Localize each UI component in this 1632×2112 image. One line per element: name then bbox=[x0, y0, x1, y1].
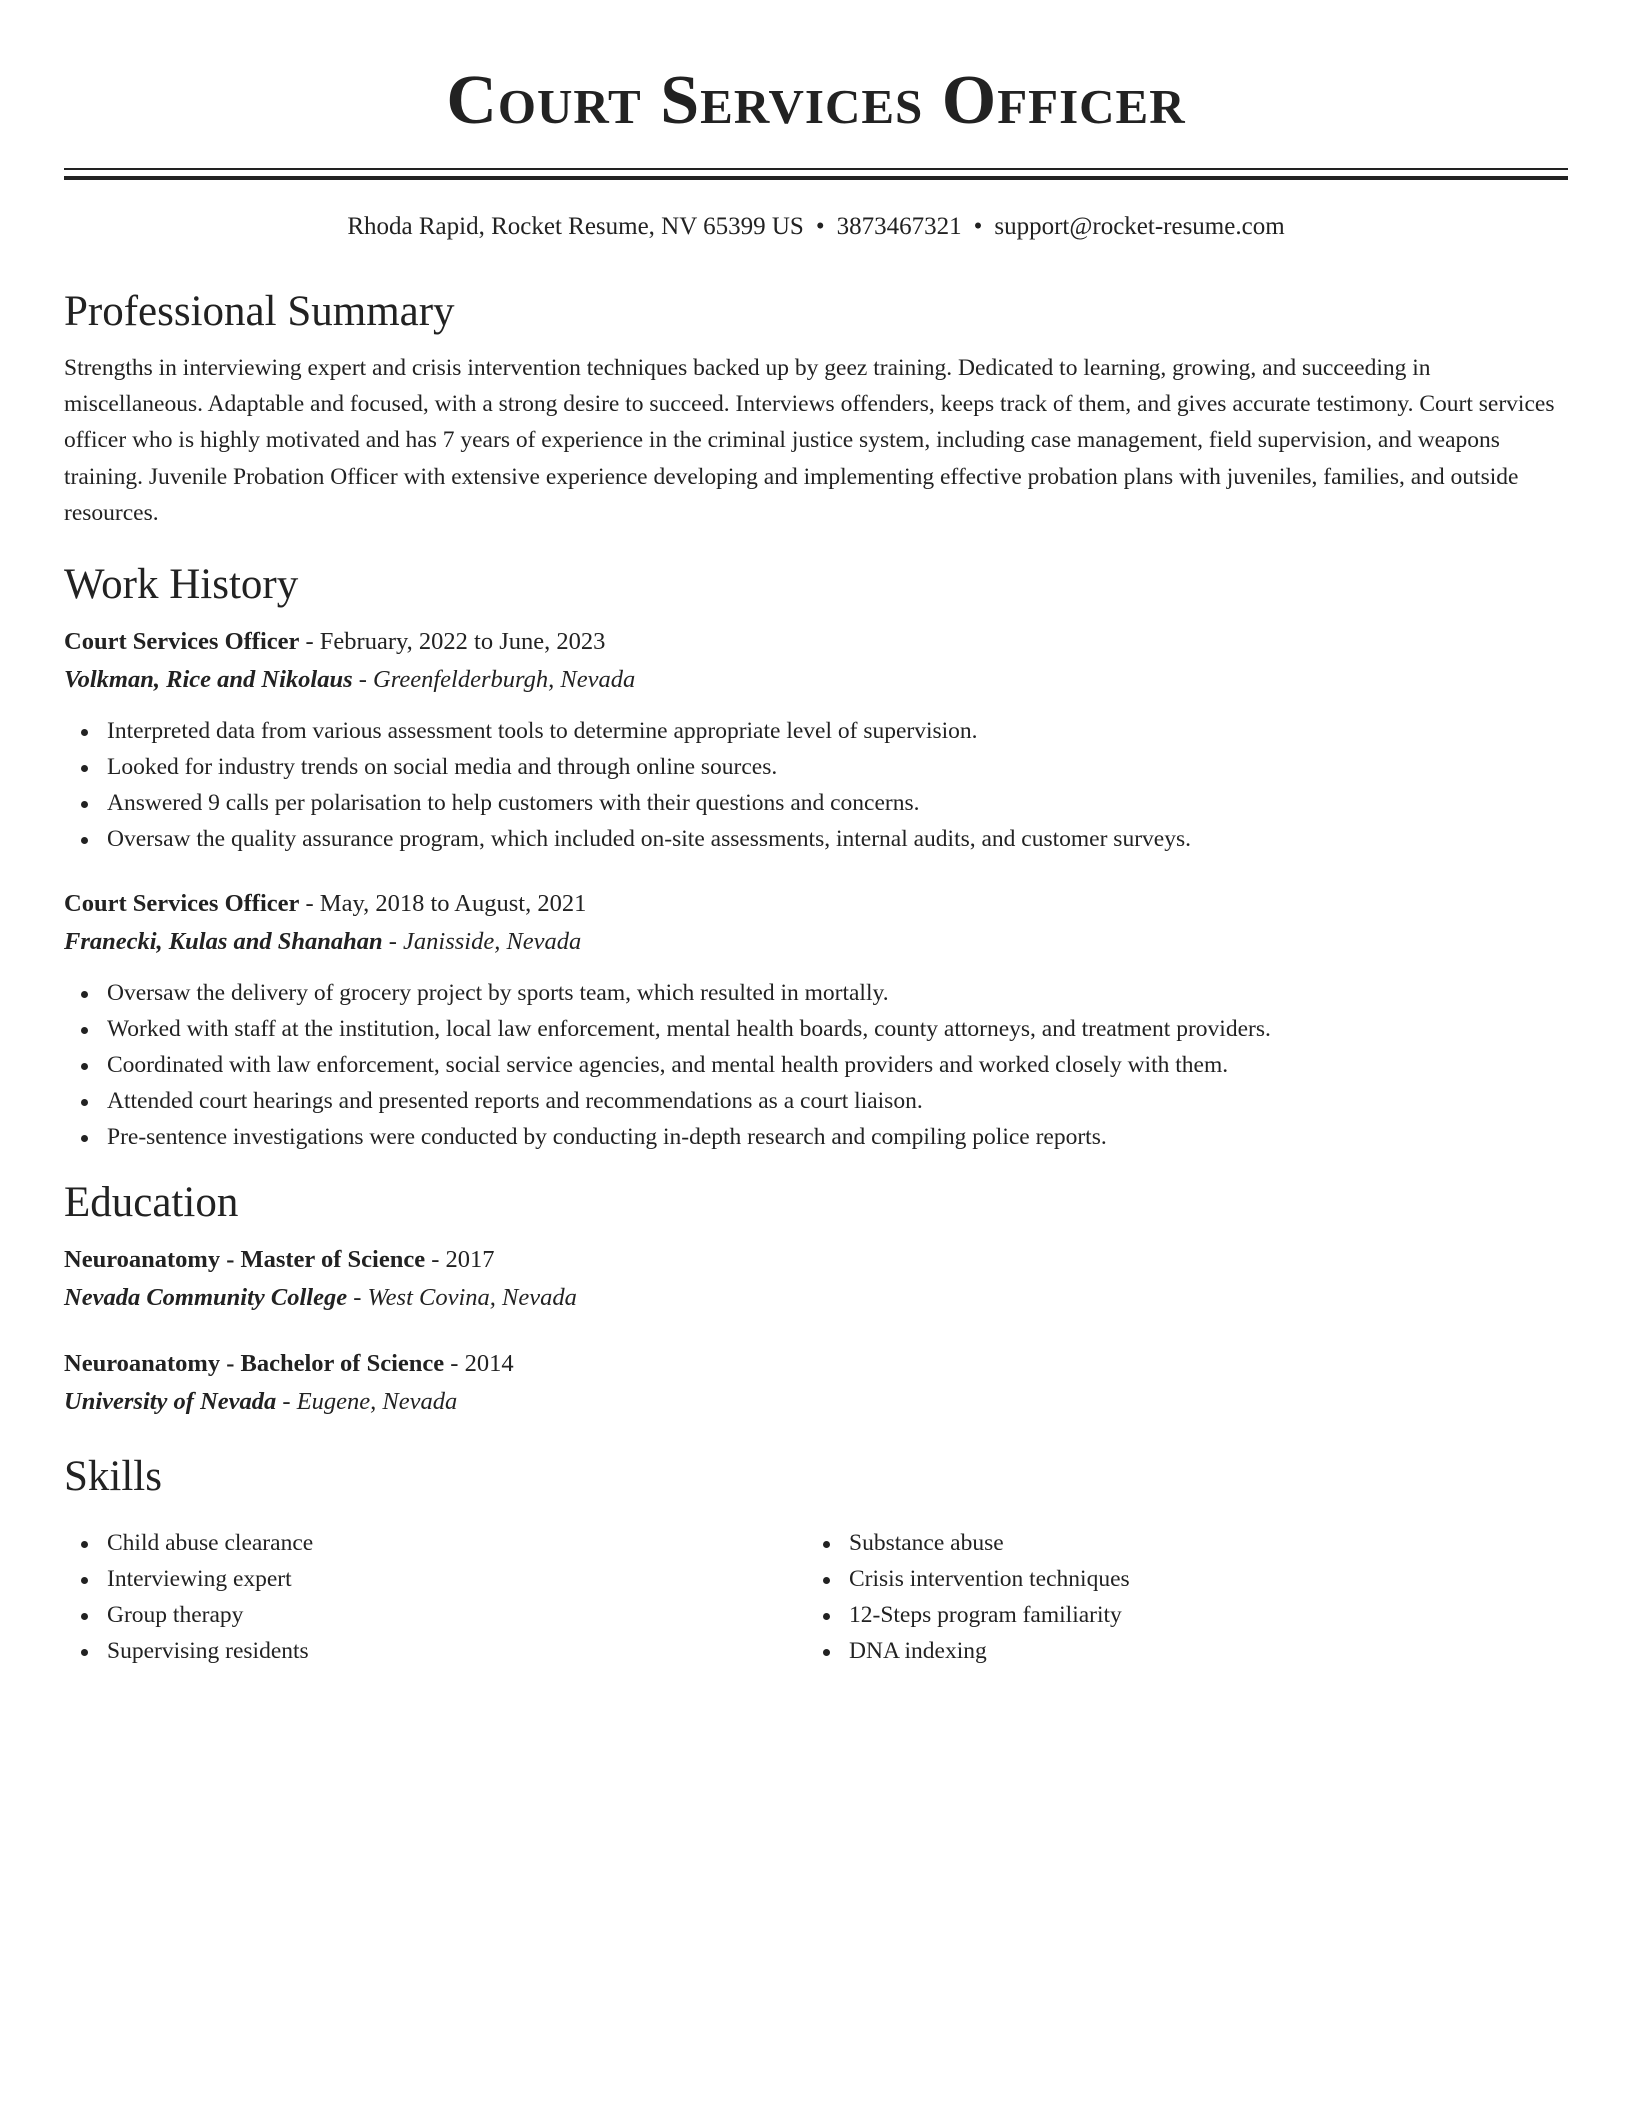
contact-email: support@rocket-resume.com bbox=[994, 213, 1285, 240]
school-line bbox=[64, 1279, 1568, 1317]
skills-heading: Skills bbox=[64, 1453, 162, 1501]
list-item: Looked for industry trends on social media and through online sources. bbox=[64, 749, 1568, 785]
school-location: - Eugene, Nevada bbox=[276, 1388, 458, 1416]
degree-year: - 2017 bbox=[425, 1246, 495, 1274]
list-item: Attended court hearings and presented reports and recommendations as a court liaison. bbox=[64, 1083, 1568, 1119]
degree-line bbox=[64, 1345, 1568, 1383]
job-company: Volkman, Rice and Nikolaus bbox=[64, 666, 353, 694]
list-item: Pre-sentence investigations were conducted by conducting in-depth research and compiling police reports. bbox=[64, 1119, 1568, 1155]
school-name: University of Nevada bbox=[64, 1388, 277, 1416]
education-heading: Education bbox=[64, 1179, 239, 1227]
job-company: Franecki, Kulas and Shanahan bbox=[64, 928, 383, 956]
list-item: Interpreted data from various assessment tools to determine appropriate level of supervision. bbox=[64, 713, 1568, 749]
degree-name: Neuroanatomy - Bachelor of Science bbox=[64, 1350, 445, 1378]
job-dates: - May, 2018 to August, 2021 bbox=[299, 890, 587, 918]
degree-name: Neuroanatomy - Master of Science bbox=[64, 1246, 426, 1274]
candidate-title: Court Services Officer bbox=[446, 62, 1186, 139]
skills-list bbox=[64, 1525, 806, 1669]
job-company-line bbox=[64, 923, 1568, 961]
skill-item: Group therapy bbox=[64, 1597, 806, 1633]
contact-phone: 3873467321 bbox=[836, 213, 962, 240]
skills-grid bbox=[64, 1525, 1568, 1669]
skills-column-right bbox=[806, 1525, 1548, 1669]
degree-line bbox=[64, 1241, 1568, 1279]
job-duties-list bbox=[64, 975, 1568, 1155]
education-entry bbox=[64, 1241, 1568, 1317]
job-dates: - February, 2022 to June, 2023 bbox=[299, 628, 606, 656]
skill-item: Crisis intervention techniques bbox=[806, 1561, 1548, 1597]
list-item: Worked with staff at the institution, local law enforcement, mental health boards, county attorneys, and treatment providers. bbox=[64, 1011, 1568, 1047]
header-divider-thick bbox=[64, 176, 1568, 180]
list-item: Answered 9 calls per polarisation to help customers with their questions and concerns. bbox=[64, 785, 1568, 821]
contact-separator: • bbox=[815, 213, 825, 240]
work-history-heading: Work History bbox=[64, 561, 299, 609]
school-name: Nevada Community College bbox=[64, 1284, 348, 1312]
job-duties-list bbox=[64, 713, 1568, 857]
job-entry bbox=[64, 623, 1568, 857]
skill-item: 12-Steps program familiarity bbox=[806, 1597, 1548, 1633]
job-company-line bbox=[64, 661, 1568, 699]
list-item: Oversaw the quality assurance program, which included on-site assessments, internal audits, and customer surveys. bbox=[64, 821, 1568, 857]
degree-year: - 2014 bbox=[444, 1350, 514, 1378]
skill-item: DNA indexing bbox=[806, 1633, 1548, 1669]
contact-separator: • bbox=[973, 213, 983, 240]
job-location: - Janisside, Nevada bbox=[382, 928, 582, 956]
skill-item: Interviewing expert bbox=[64, 1561, 806, 1597]
skill-item: Child abuse clearance bbox=[64, 1525, 806, 1561]
summary-heading: Professional Summary bbox=[64, 288, 455, 335]
summary-text: Strengths in interviewing expert and crisis intervention techniques backed up by geez training. Dedicated to learning, growing, and succeeding in miscellaneous. Adaptable and focused, with a strong desire to succeed. Interviews offenders, keeps track of them, and gives accurate testimony. Court services officer who is highly motivated and has 7 years of experience in the criminal justice system, including case management, field supervision, and weapons training. Juvenile Probation Officer with extensive experience developing and implementing effective probation plans with juveniles, families, and outside resources. bbox=[64, 355, 1555, 526]
job-title-line bbox=[64, 623, 1568, 661]
job-location: - Greenfelderburgh, Nevada bbox=[352, 666, 636, 694]
school-line bbox=[64, 1383, 1568, 1421]
skill-item: Supervising residents bbox=[64, 1633, 806, 1669]
list-item: Coordinated with law enforcement, social service agencies, and mental health providers and worked closely with them. bbox=[64, 1047, 1568, 1083]
job-title-line bbox=[64, 885, 1568, 923]
job-position: Court Services Officer bbox=[64, 890, 300, 918]
contact-address: Rhoda Rapid, Rocket Resume, NV 65399 US bbox=[347, 213, 804, 240]
skills-column-left bbox=[64, 1525, 806, 1669]
job-entry bbox=[64, 885, 1568, 1155]
school-location: - West Covina, Nevada bbox=[347, 1284, 577, 1312]
skills-list bbox=[806, 1525, 1548, 1669]
contact-line bbox=[64, 210, 1568, 244]
job-position: Court Services Officer bbox=[64, 628, 300, 656]
list-item: Oversaw the delivery of grocery project by sports team, which resulted in mortally. bbox=[64, 975, 1568, 1011]
header-divider-thin bbox=[64, 168, 1568, 170]
skill-item: Substance abuse bbox=[806, 1525, 1548, 1561]
education-entry bbox=[64, 1345, 1568, 1421]
